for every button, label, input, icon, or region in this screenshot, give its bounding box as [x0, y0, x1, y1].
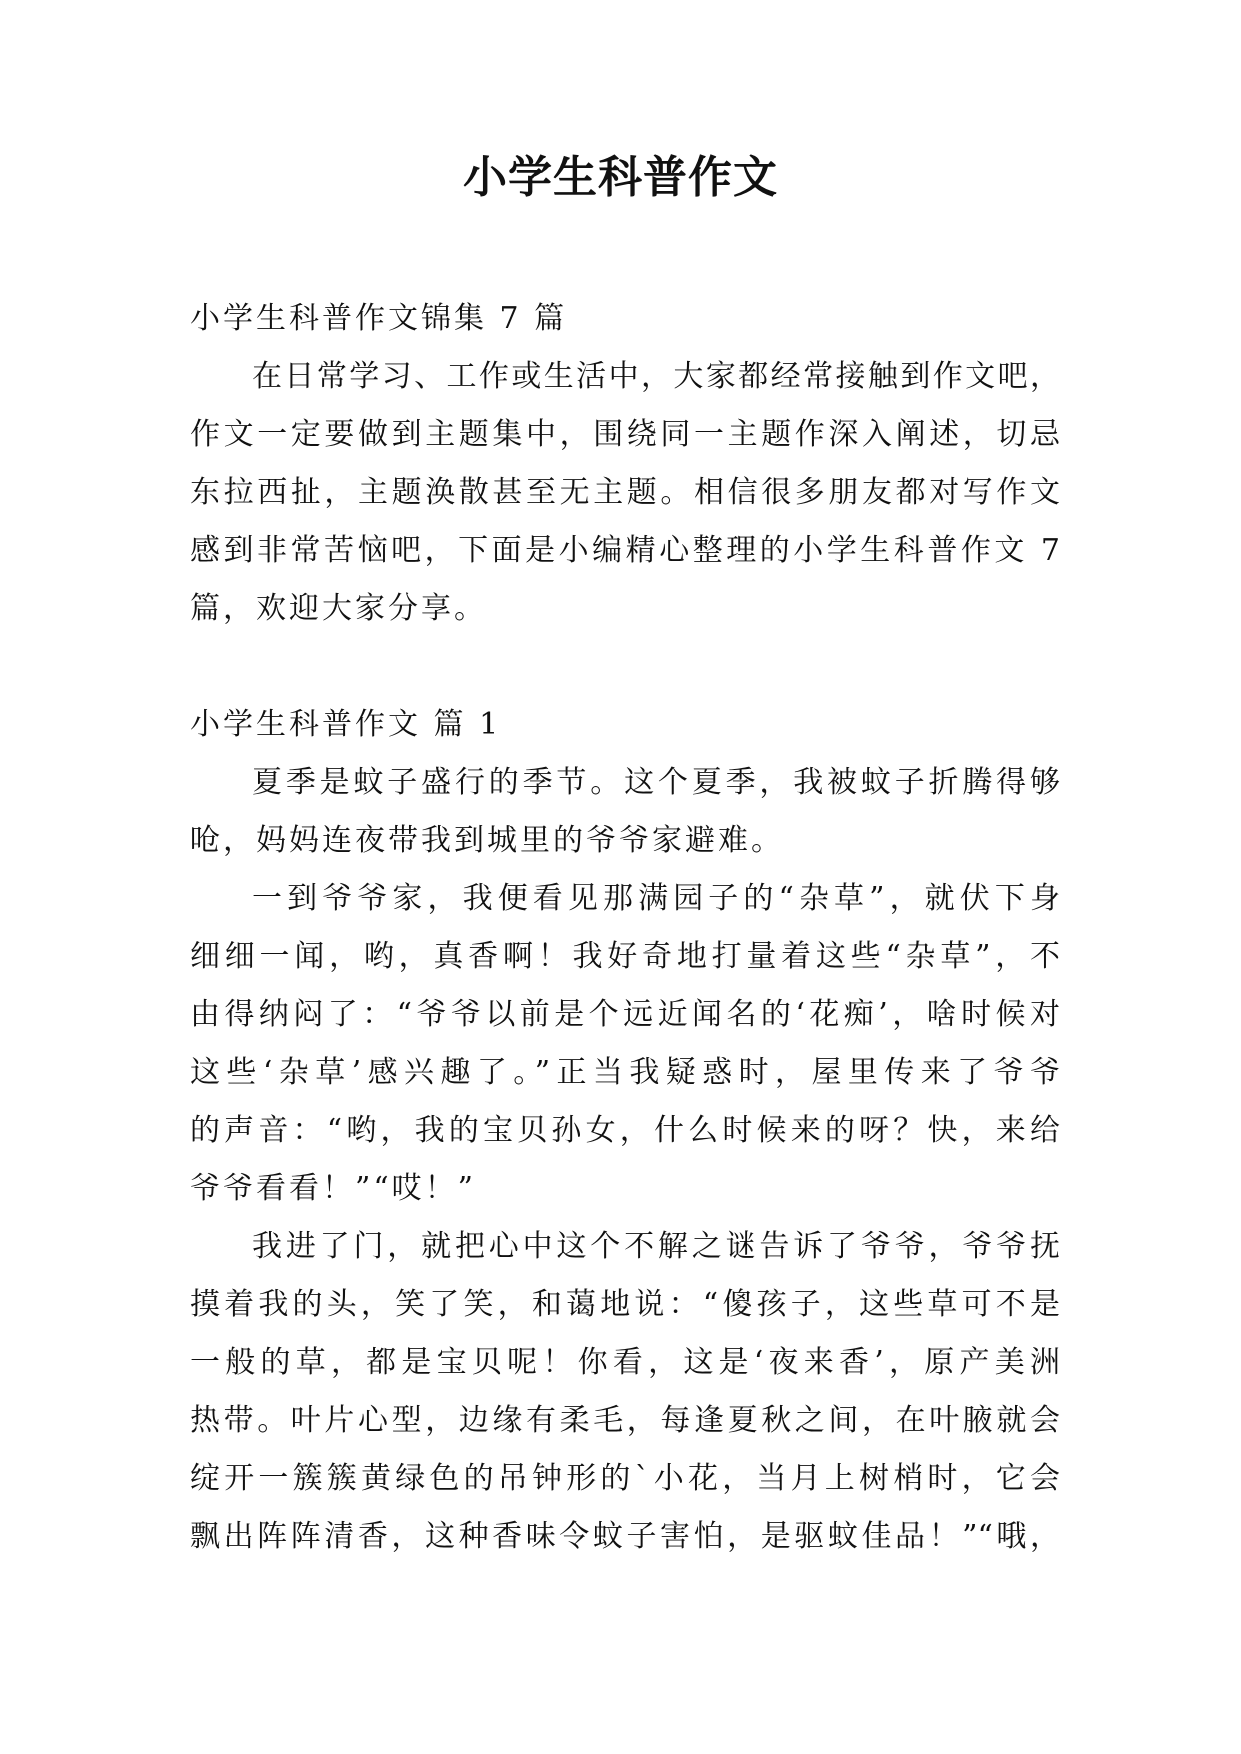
- document-body: [190, 290, 1060, 1566]
- document-title: 小学生科普作文: [463, 152, 778, 203]
- paragraph: [190, 1218, 1060, 1566]
- section-heading: 小学生科普作文 篇 1: [190, 707, 502, 742]
- text-line: 绽开一簇簇黄绿色的吊钟形的`小花，当月上树梢时，它会: [190, 1461, 1060, 1496]
- text-line: 飘出阵阵清香，这种香味令蚊子害怕，是驱蚊佳品！”“哦，: [190, 1519, 1060, 1554]
- text-line: 的声音：“哟，我的宝贝孙女，什么时候来的呀？快，来给: [190, 1113, 1060, 1148]
- text-line: 呛，妈妈连夜带我到城里的爷爷家避难。: [190, 823, 784, 858]
- text-line: 摸着我的头，笑了笑，和蔼地说：“傻孩子，这些草可不是: [190, 1287, 1060, 1322]
- text-line: 东拉西扯，主题涣散甚至无主题。相信很多朋友都对写作文: [190, 475, 1060, 510]
- text-line: 爷爷看看！”“哎！”: [190, 1171, 477, 1206]
- text-line: 一般的草，都是宝贝呢！你看，这是‘夜来香’，原产美洲: [190, 1345, 1060, 1380]
- paragraph: [190, 870, 1060, 1218]
- text-line: 夏季是蚊子盛行的季节。这个夏季，我被蚊子折腾得够: [252, 765, 1060, 800]
- document-subtitle: 小学生科普作文锦集 7 篇: [190, 301, 568, 336]
- text-line: 这些‘杂草’感兴趣了。”正当我疑惑时，屋里传来了爷爷: [190, 1055, 1060, 1090]
- text-line: 由得纳闷了：“爷爷以前是个远近闻名的‘花痴’，啥时候对: [190, 997, 1060, 1032]
- text-line: 我进了门，就把心中这个不解之谜告诉了爷爷，爷爷抚: [252, 1229, 1060, 1264]
- intro-paragraph: [190, 348, 1060, 638]
- text-line: 细细一闻，哟，真香啊！我好奇地打量着这些“杂草”，不: [190, 939, 1060, 974]
- text-line: 一到爷爷家，我便看见那满园子的“杂草”，就伏下身: [252, 881, 1060, 916]
- text-line: 在日常学习、工作或生活中，大家都经常接触到作文吧，: [252, 359, 1060, 394]
- text-line: 篇，欢迎大家分享。: [190, 591, 487, 626]
- text-line: 感到非常苦恼吧，下面是小编精心整理的小学生科普作文 7: [190, 533, 1060, 568]
- text-line: 热带。叶片心型，边缘有柔毛，每逢夏秋之间，在叶腋就会: [190, 1403, 1060, 1438]
- paragraph: [190, 754, 1060, 870]
- section-spacer: [190, 638, 1060, 696]
- text-line: 作文一定要做到主题集中，围绕同一主题作深入阐述，切忌: [190, 417, 1060, 452]
